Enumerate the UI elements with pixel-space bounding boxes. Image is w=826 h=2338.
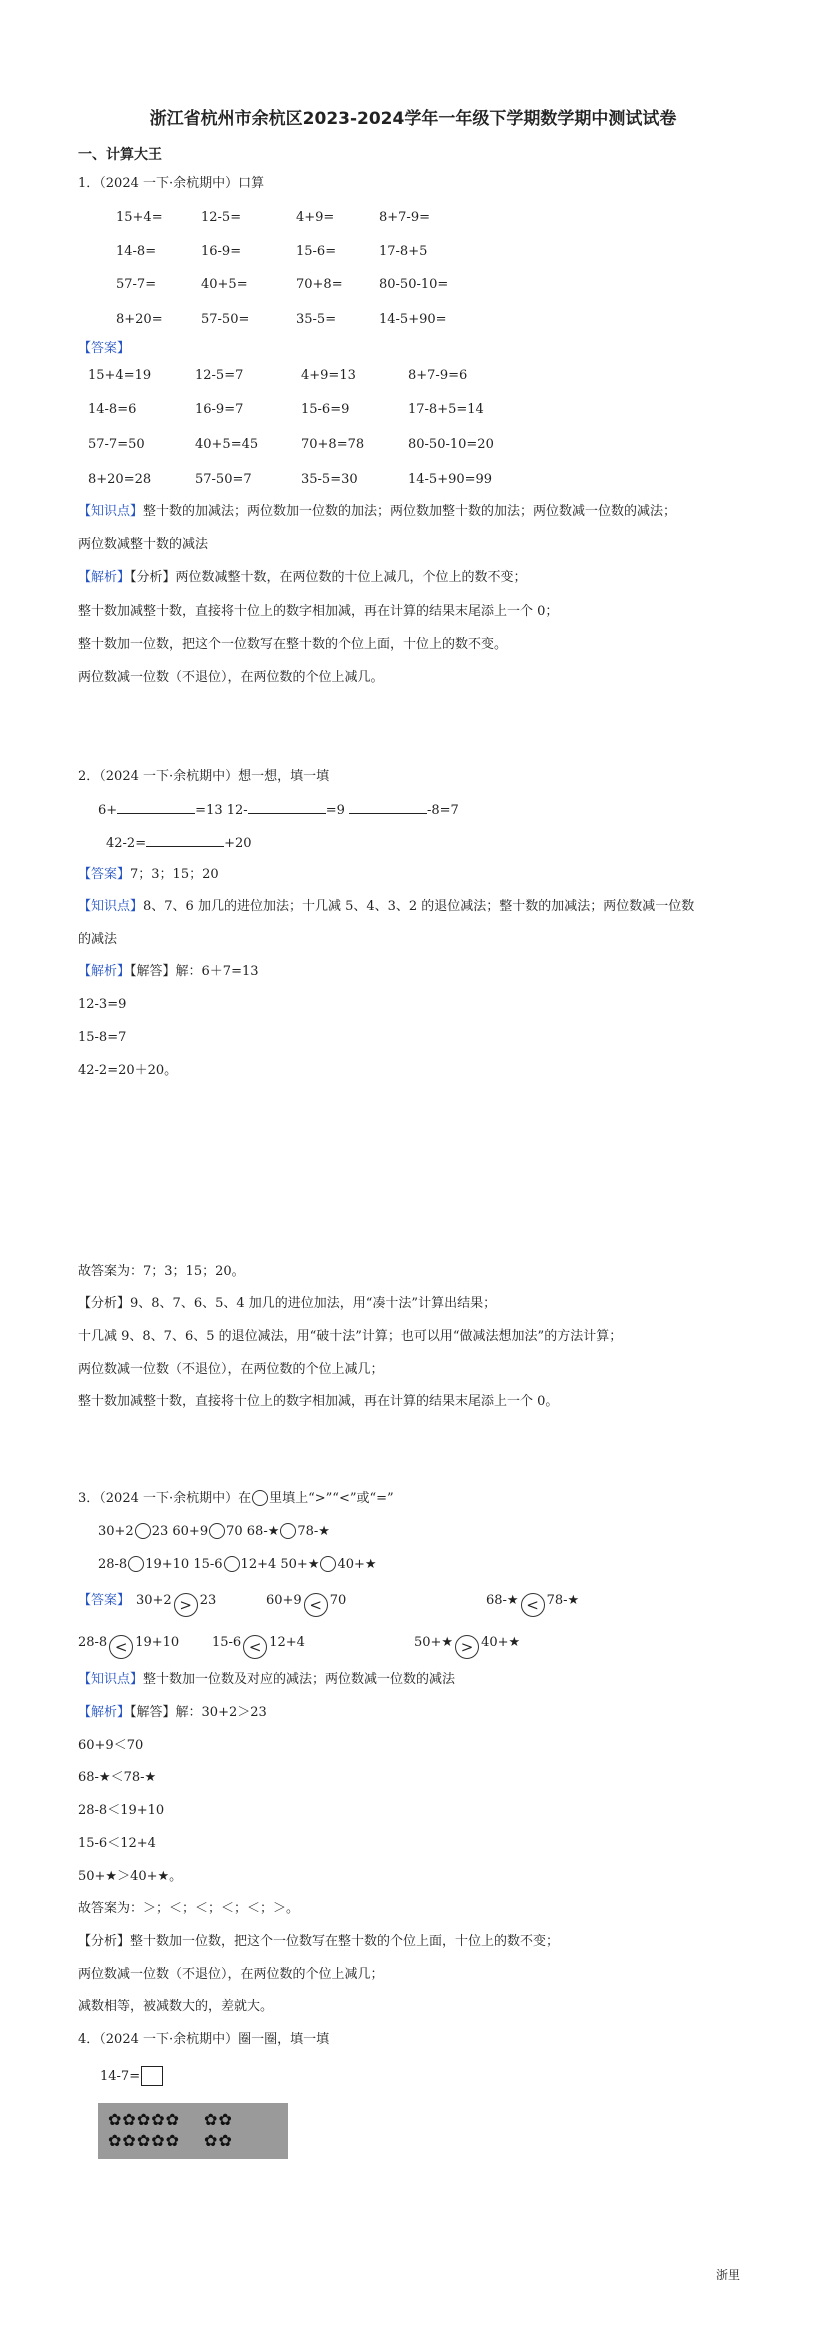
knowledge-text-cont: 的减法 (78, 932, 118, 947)
fenxi-text: 整十数加一位数，把这个一位数写在整十数的个位上面，十位上的数不变； (130, 1934, 560, 1949)
answer-blank[interactable] (349, 800, 427, 814)
q3-answer (486, 1592, 579, 1617)
expr: 12+4 (269, 1635, 305, 1650)
analysis-text: 两位数减一位数（不退位），在两位数的个位上减几。 (78, 670, 384, 685)
compare-circle[interactable] (224, 1556, 240, 1572)
expr: 68-★ (486, 1593, 519, 1608)
q1-answer: 14-8=6 (88, 402, 137, 417)
q4-expression (100, 2066, 163, 2086)
q1-answer: 14-5+90=99 (408, 472, 493, 487)
fenxi-text: 两位数减一位数（不退位），在两位数的个位上减几； (78, 1967, 384, 1982)
solution-line: 68-★＜78-★ (78, 1770, 157, 1785)
flower-icon-group: ✿✿ (204, 2131, 233, 2150)
q3-stem-text: 3．（2024 一下·余杭期中）在 (78, 1491, 252, 1506)
q1-problem: 8+7-9= (379, 210, 430, 225)
fenxi-label: 【分析】 (78, 1934, 131, 1949)
q3-answer (136, 1592, 216, 1617)
flower-icon-group: ✿✿✿✿✿ (108, 2131, 181, 2150)
q2-text: -8=7 (427, 803, 459, 818)
q2-fill-line (106, 833, 252, 853)
answer-box[interactable] (141, 2066, 163, 2086)
fenxi-text: 9、8、7、6、5、4 加几的进位加法，用“凑十法”计算出结果； (130, 1296, 497, 1311)
q3-stem-text: 里填上“>”“<”或“=” (269, 1491, 394, 1506)
q2-fenxi (78, 1295, 496, 1313)
conclusion: 故答案为：7；3；15；20。 (78, 1264, 245, 1279)
compare-circle[interactable] (128, 1556, 144, 1572)
expr: 30+2 (98, 1524, 134, 1539)
conclusion: 故答案为：＞；＜；＜；＜；＜；＞。 (78, 1901, 300, 1916)
answer-label: 【答案】 (78, 341, 131, 356)
answer-symbol: > (174, 1593, 198, 1617)
q1-problem: 16-9= (201, 244, 242, 259)
expr: 19+10 15-6 (145, 1557, 223, 1572)
expr: 15-6 (212, 1635, 242, 1650)
analysis-text: 整十数加一位数，把这个一位数写在整十数的个位上面，十位上的数不变。 (78, 637, 508, 652)
expr: 14-7= (100, 2069, 141, 2084)
flower-row (108, 2130, 278, 2151)
q1-problem: 40+5= (201, 277, 248, 292)
q1-answer: 57-7=50 (88, 437, 145, 452)
q1-answer: 40+5=45 (195, 437, 259, 452)
q1-answer: 35-5=30 (301, 472, 358, 487)
knowledge-label: 【知识点】 (78, 504, 144, 519)
expr: 78-★ (297, 1524, 330, 1539)
q3-answer (212, 1634, 305, 1659)
q1-answer: 4+9=13 (301, 368, 356, 383)
fenxi-text: 十几减 9、8、7、6、5 的退位减法，用“破十法”计算；也可以用“做减法想加法”的方法计算； (78, 1329, 623, 1344)
answer-text: 7；3；15；20 (130, 867, 219, 882)
q1-stem: 1．（2024 一下·余杭期中）口算 (78, 176, 265, 191)
knowledge-label: 【知识点】 (78, 1672, 144, 1687)
analysis-text: 整十数加减整十数，直接将十位上的数字相加减，再在计算的结果末尾添上一个 0； (78, 604, 559, 619)
expr: 70 (329, 1593, 347, 1608)
compare-circle[interactable] (320, 1556, 336, 1572)
answer-symbol: < (521, 1593, 545, 1617)
q1-answer: 15+4=19 (88, 368, 152, 383)
fenxi-text: 减数相等，被减数大的，差就大。 (78, 1999, 274, 2014)
q2-knowledge (78, 898, 694, 916)
expr: 19+10 (135, 1635, 180, 1650)
flower-picture (98, 2103, 288, 2159)
answer-symbol: < (109, 1635, 133, 1659)
analysis-text: 两位数减整十数，在两位数的十位上减几，个位上的数不变； (175, 570, 527, 585)
q3-answer (414, 1634, 520, 1659)
solution-line: 50+★＞40+★。 (78, 1869, 183, 1884)
jieda-text: 解：30+2＞23 (175, 1705, 267, 1720)
q1-problem: 57-50= (201, 312, 250, 327)
q3-knowledge (78, 1671, 455, 1689)
q1-problem: 57-7= (116, 277, 157, 292)
q1-answer: 70+8=78 (301, 437, 365, 452)
expr: 60+9 (266, 1593, 302, 1608)
answer-symbol: < (243, 1635, 267, 1659)
q2-text: +20 (224, 836, 252, 851)
fenxi-text: 整十数加减整十数，直接将十位上的数字相加减，再在计算的结果末尾添上一个 0。 (78, 1394, 559, 1409)
q3-stem (78, 1490, 394, 1508)
expr: 12+4 50+★ (240, 1557, 320, 1572)
q1-answer: 16-9=7 (195, 402, 244, 417)
q1-answer: 15-6=9 (301, 402, 350, 417)
page-title: 浙江省杭州市余杭区2023-2024学年一年级下学期数学期中测试试卷 (149, 109, 677, 129)
knowledge-text: 整十数加一位数及对应的减法；两位数减一位数的减法 (143, 1672, 456, 1687)
fenxi-label: 【分析】 (78, 1296, 131, 1311)
jieda-label: 【解答】 (130, 964, 176, 979)
q2-stem: 2．（2024 一下·余杭期中）想一想，填一填 (78, 769, 330, 784)
knowledge-text-cont: 两位数减整十数的减法 (78, 537, 209, 552)
solution-line: 15-6＜12+4 (78, 1836, 156, 1851)
compare-circle[interactable] (280, 1523, 296, 1539)
q1-answer: 80-50-10=20 (408, 437, 494, 452)
expr: 23 (199, 1593, 217, 1608)
q1-problem: 14-8= (116, 244, 157, 259)
knowledge-text: 8、7、6 加几的进位加法；十几减 5、4、3、2 的退位减法；整十数的加减法；两位数减一位数 (143, 899, 695, 914)
fenxi-text: 两位数减一位数（不退位），在两位数的个位上减几； (78, 1362, 384, 1377)
q3-answer (266, 1592, 346, 1617)
q3-analysis (78, 1704, 267, 1722)
q1-problem: 15-6= (296, 244, 337, 259)
solution-line: 42-2=20＋20。 (78, 1063, 178, 1078)
analysis-label: 【解析】 (78, 964, 131, 979)
expr: 40+★ (481, 1635, 521, 1650)
fenxi-label: 【分析】 (130, 570, 176, 585)
q1-problem: 80-50-10= (379, 277, 449, 292)
q1-problem: 4+9= (296, 210, 335, 225)
q3-compare-line (98, 1556, 377, 1574)
jieda-label: 【解答】 (130, 1705, 176, 1720)
solution-line: 28-8＜19+10 (78, 1803, 165, 1818)
answer-label: 【答案】 (78, 867, 131, 882)
answer-blank[interactable] (248, 800, 326, 814)
q1-problem: 15+4= (116, 210, 163, 225)
expr: 78-★ (546, 1593, 580, 1608)
compare-circle[interactable] (209, 1523, 225, 1539)
knowledge-text: 整十数的加减法；两位数加一位数的加法；两位数加整十数的加法；两位数减一位数的减法； (143, 504, 677, 519)
q1-answer: 17-8+5=14 (408, 402, 484, 417)
expr: 30+2 (136, 1593, 172, 1608)
flower-icon-group: ✿✿ (204, 2110, 233, 2129)
expr: 40+★ (337, 1557, 377, 1572)
answer-blank[interactable] (146, 833, 224, 847)
q2-text: 6+ (98, 803, 118, 818)
q1-answer: 57-50=7 (195, 472, 252, 487)
q2-text: =13 12- (195, 803, 248, 818)
solution-line: 60+9＜70 (78, 1738, 144, 1753)
q1-problem: 12-5= (201, 210, 242, 225)
q3-compare-line (98, 1523, 330, 1541)
q1-analysis (78, 569, 527, 587)
q1-problem: 17-8+5 (379, 244, 428, 259)
q1-problem: 14-5+90= (379, 312, 447, 327)
q4-stem: 4．（2024 一下·余杭期中）圈一圈，填一填 (78, 2032, 330, 2047)
q1-problem: 8+20= (116, 312, 163, 327)
answer-symbol: > (455, 1635, 479, 1659)
q1-answer: 12-5=7 (195, 368, 244, 383)
page-footer: 浙里 (716, 2268, 741, 2282)
q1-answer: 8+20=28 (88, 472, 152, 487)
answer-blank[interactable] (117, 800, 195, 814)
expr: 50+★ (414, 1635, 454, 1650)
compare-circle[interactable] (135, 1523, 151, 1539)
flower-icon-group: ✿✿✿✿✿ (108, 2110, 181, 2129)
expr: 23 60+9 (151, 1524, 209, 1539)
analysis-label: 【解析】 (78, 570, 131, 585)
q3-answer (78, 1634, 179, 1659)
q1-problem: 70+8= (296, 277, 343, 292)
circle-icon (252, 1490, 268, 1506)
q1-problem: 35-5= (296, 312, 337, 327)
knowledge-label: 【知识点】 (78, 899, 144, 914)
q2-fill-line (98, 800, 459, 820)
section-heading: 一、计算大王 (78, 147, 162, 163)
q1-answer: 8+7-9=6 (408, 368, 468, 383)
q2-answer (78, 866, 219, 884)
q3-fenxi (78, 1933, 559, 1951)
q2-text: 42-2= (106, 836, 147, 851)
solution-line: 15-8=7 (78, 1030, 127, 1045)
solution-line: 12-3=9 (78, 997, 127, 1012)
q2-text: =9 (325, 803, 345, 818)
answer-label: 【答案】 (78, 1593, 131, 1608)
q1-knowledge (78, 503, 676, 521)
answer-symbol: < (304, 1593, 328, 1617)
analysis-label: 【解析】 (78, 1705, 131, 1720)
flower-row (108, 2109, 278, 2130)
expr: 70 68-★ (226, 1524, 280, 1539)
q2-analysis (78, 963, 259, 981)
jieda-text: 解：6＋7=13 (175, 964, 259, 979)
expr: 28-8 (78, 1635, 108, 1650)
expr: 28-8 (98, 1557, 128, 1572)
